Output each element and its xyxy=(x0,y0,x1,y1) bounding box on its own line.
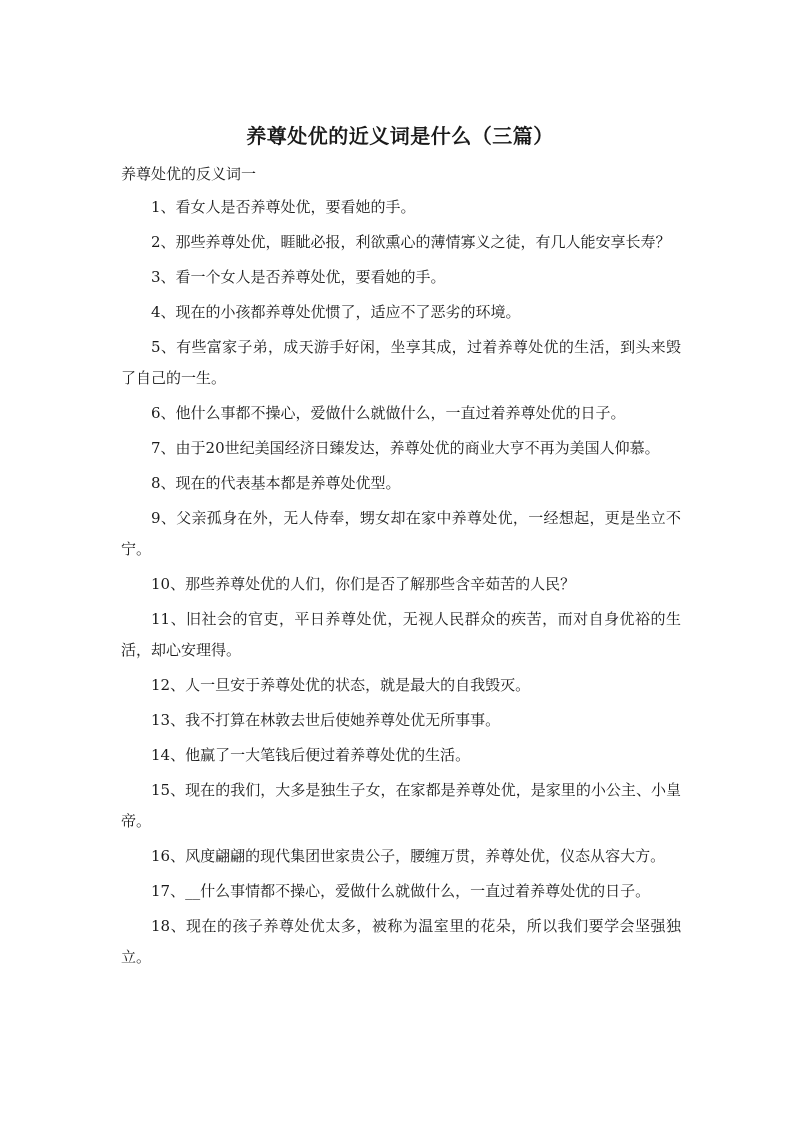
list-item: 4、现在的小孩都养尊处优惯了，适应不了恶劣的环境。 xyxy=(151,303,521,321)
document-title: 养尊处优的近义词是什么（三篇） xyxy=(246,124,554,148)
list-item: 6、他什么事都不操心，爱做什么就做什么，一直过着养尊处优的日子。 xyxy=(151,404,626,422)
list-item: 10、那些养尊处优的人们，你们是否了解那些含辛茹苦的人民？ xyxy=(151,575,576,593)
list-item: 18、现在的孩子养尊处优太多，被称为温室里的花朵，所以我们要学会坚强独立。 xyxy=(121,917,681,966)
list-item: 3、看一个女人是否养尊处优，要看她的手。 xyxy=(151,268,446,286)
list-item: 17、__什么事情都不操心，爱做什么就做什么，一直过着养尊处优的日子。 xyxy=(151,882,651,900)
list-item: 15、现在的我们，大多是独生子女，在家都是养尊处优，是家里的小公主、小皇帝。 xyxy=(121,781,681,830)
list-item: 8、现在的代表基本都是养尊处优型。 xyxy=(151,474,401,492)
sentence-list xyxy=(121,192,681,977)
list-item: 16、风度翩翩的现代集团世家贵公子，腰缠万贯，养尊处优，仪态从容大方。 xyxy=(151,847,666,865)
list-item: 13、我不打算在林敦去世后使她养尊处优无所事事。 xyxy=(151,711,501,729)
list-item: 2、那些养尊处优，睚眦必报，利欲熏心的薄情寡义之徒，有几人能安享长寿？ xyxy=(151,233,671,251)
list-item: 7、由于20世纪美国经济日臻发达，养尊处优的商业大亨不再为美国人仰慕。 xyxy=(151,439,660,457)
list-item: 14、他赢了一大笔钱后便过着养尊处优的生活。 xyxy=(151,746,471,764)
list-item: 12、人一旦安于养尊处优的状态，就是最大的自我毁灭。 xyxy=(151,676,531,694)
section-heading: 养尊处优的反义词一 xyxy=(121,165,257,183)
list-item: 1、看女人是否养尊处优，要看她的手。 xyxy=(151,198,416,216)
list-item: 9、父亲孤身在外，无人侍奉，甥女却在家中养尊处优，一经想起，更是坐立不宁。 xyxy=(121,509,681,558)
list-item: 5、有些富家子弟，成天游手好闲，坐享其成，过着养尊处优的生活，到头来毁了自己的一生。 xyxy=(121,338,681,387)
list-item: 11、旧社会的官吏，平日养尊处优，无视人民群众的疾苦，而对自身优裕的生活，却心安理得。 xyxy=(121,610,681,659)
